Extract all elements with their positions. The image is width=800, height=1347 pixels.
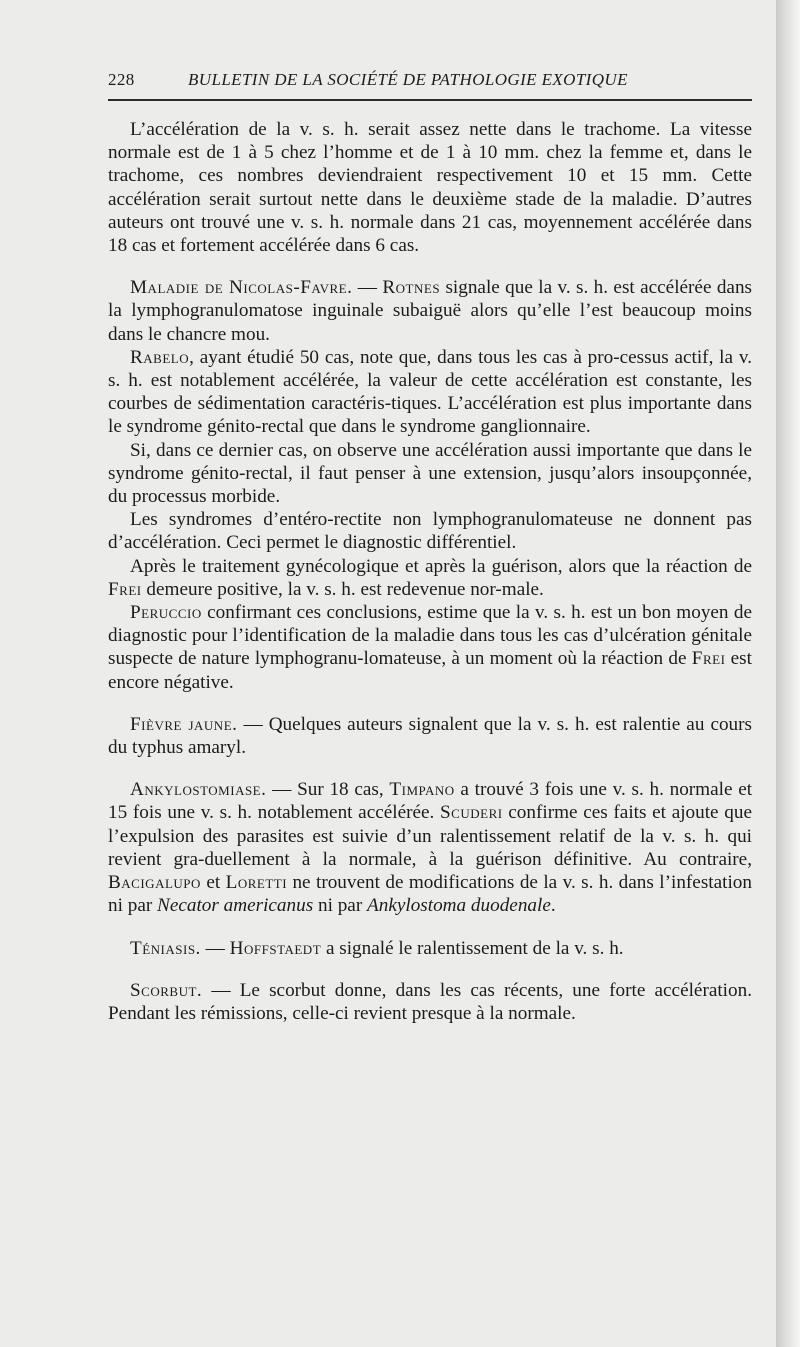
species-name: Necator americanus <box>157 895 314 917</box>
paragraph-apres <box>108 555 752 601</box>
paragraph-text: Les syndromes d’entéro-rectite non lymphogranulomateuse ne donnent pas d’accélération. Ceci permet le diagnostic différentiel. <box>108 509 752 554</box>
section-fievre-jaune <box>108 713 752 759</box>
section-scorbut <box>108 979 752 1025</box>
author-name: Loretti <box>225 872 288 894</box>
species-name: Ankylostoma duodenale <box>367 895 551 917</box>
author-name: Peruccio <box>130 602 202 624</box>
section-teniasis <box>108 937 752 960</box>
paragraph-text: Sur 18 cas, <box>297 779 390 801</box>
section-nicolas-favre <box>108 276 752 346</box>
section-heading: Téniasis. <box>130 937 201 959</box>
author-name: Rabelo <box>130 346 190 368</box>
em-dash: — <box>357 277 377 299</box>
header-rule <box>108 99 752 101</box>
em-dash: — <box>211 979 231 1001</box>
paragraph-si <box>108 439 752 509</box>
paragraph-text: . <box>550 895 556 917</box>
em-dash: — <box>205 937 225 959</box>
paragraph-text: Après le traitement gynécologique et après la guérison, alors que la réaction de <box>130 555 752 577</box>
paragraph-text: demeure positive, la v. s. h. est redevenue nor-male. <box>141 578 544 600</box>
paragraph-peruccio <box>108 601 752 694</box>
paragraph-text: est encore négative. <box>108 648 752 693</box>
paragraph-rabelo <box>108 346 752 439</box>
section-heading: Ankylostomiase. <box>130 779 267 801</box>
page-number: 228 <box>108 70 135 89</box>
em-dash: — <box>243 713 263 735</box>
page-edge-shadow <box>776 0 800 1347</box>
paragraph-syndromes <box>108 508 752 554</box>
section-ankylostomiase <box>108 778 752 917</box>
paragraph-text: , ayant étudié 50 cas, note que, dans tous les cas à pro-cessus actif, la v. s. h. est notablement accélérée, la valeur de cette accélération est constante, les courbes de sédimentation caractéris-tiques. L’accélération est plus importante dans le syndrome génito-rectal que dans le syndrome ganglionnaire. <box>108 346 752 438</box>
paragraph-text: Si, dans ce dernier cas, on observe une accélération aussi importante que dans le syndrome génito-rectal, il faut penser à une extension, jusqu’alors insoupçonnée, du processus morbide. <box>108 439 752 508</box>
author-name: Rotnes <box>382 277 441 299</box>
author-name: Frei <box>691 648 726 670</box>
paragraph-trachome <box>108 118 752 257</box>
paragraph-text: L’accélération de la v. s. h. serait assez nette dans le trachome. La vitesse normale est de 1 à 5 chez l’homme et de 1 à 10 mm. chez la femme et, dans le trachome, ces nombres deviendraient respectivement 10 et 15 mm. Cette accélération serait surtout nette dans le deuxième stade de la maladie. D’autres auteurs ont trouvé une v. s. h. normale dans 21 cas, moyennement accélérée dans 18 cas et fortement accélérée dans 6 cas. <box>108 119 752 257</box>
author-name: Frei <box>108 578 142 600</box>
em-dash: — <box>272 779 292 801</box>
section-heading: Maladie de Nicolas-Favre. <box>130 277 353 299</box>
author-name: Hoffstaedt <box>229 937 322 959</box>
body-text <box>108 118 752 1025</box>
paragraph-text: signale que la v. s. h. est accélérée dans la lymphogranulomatose inguinale subaiguë alors qu’elle l’est beaucoup moins dans le chancre mou. <box>108 277 753 345</box>
paragraph-text: Quelques auteurs signalent que la v. s. h. est ralentie au cours du typhus amaryl. <box>108 713 753 759</box>
paragraph-text: ne trouvent de modifications de la v. s. h. dans l’infestation ni par <box>108 872 752 917</box>
paragraph-text: a trouvé 3 fois une v. s. h. normale et 15 fois une v. s. h. notablement accélérée. <box>108 779 753 824</box>
paragraph-text: confirme ces faits et ajoute que l’expulsion des parasites est suivie d’un ralentissement relatif de la v. s. h. qui revient gra-duellement à la normale, à la guérison définitive. Au contraire, <box>108 802 752 870</box>
author-name: Timpano <box>389 779 455 801</box>
paragraph-text: confirmant ces conclusions, estime que la v. s. h. est un bon moyen de diagnostic pour l’identification de la maladie dans tous les cas d’ulcération génitale suspecte de nature lymphogranu-lomateuse, à un moment où la réaction de <box>108 602 752 670</box>
section-heading: Fièvre jaune. <box>130 713 238 735</box>
author-name: Bacigalupo <box>108 872 201 894</box>
paragraph-text: Le scorbut donne, dans les cas récents, une forte accélération. Pendant les rémissions, celle-ci revient presque à la normale. <box>108 979 752 1024</box>
journal-title: BULLETIN DE LA SOCIÉTÉ DE PATHOLOGIE EXOTIQUE <box>188 70 628 89</box>
section-heading: Scorbut. <box>130 979 203 1001</box>
paragraph-text: ni par <box>313 895 368 917</box>
paragraph-text: a signalé le ralentissement de la v. s. h. <box>321 937 624 959</box>
author-name: Scuderi <box>440 802 503 824</box>
paragraph-text: et <box>200 872 226 894</box>
